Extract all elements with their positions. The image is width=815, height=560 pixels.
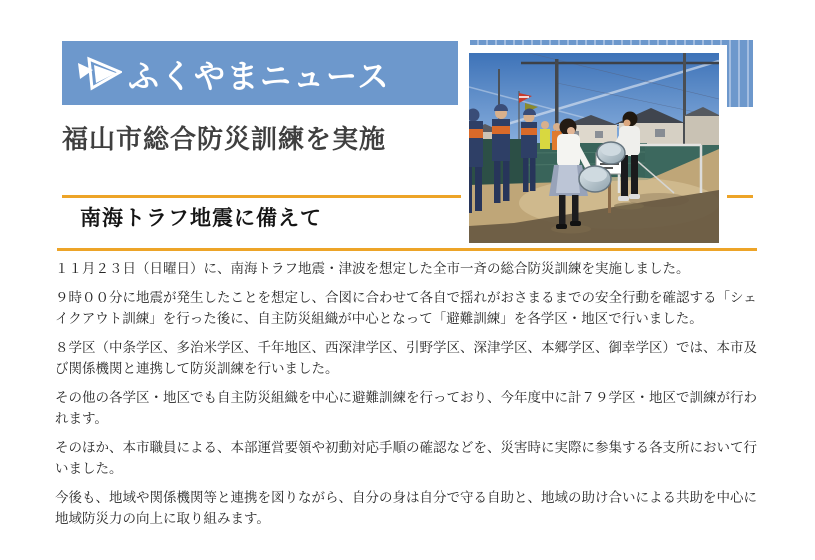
paragraph: １１月２３日（日曜日）に、南海トラフ地震・津波を想定した全市一斉の総合防災訓練を実施しました。 xyxy=(55,261,690,276)
paragraph: ９時００分に地震が発生したことを想定し、合図に合わせて各自で揺れがおさまるまでの安全行動を確認する「シェイクアウト訓練」を行った後に、自主防災組織が中心となって「避難訓練」を各学区・地区で行いました。 xyxy=(55,290,757,326)
paragraph: 今後も、地域や関係機関等と連携を図りながら、自分の身は自分で守る自助と、地域の助け合いによる共助を中心に地域防災力の向上に取り組みます。 xyxy=(55,490,757,526)
fukuyama-news-logo-icon xyxy=(76,53,122,93)
site-title: ふくやまニュース xyxy=(128,57,391,95)
site-banner xyxy=(62,41,458,105)
paragraph: その他の各学区・地区でも自主防災組織を中心に避難訓練を行っており、今年度中に計７９学区・地区で訓練が行われます。 xyxy=(55,390,757,426)
article-body xyxy=(55,258,763,537)
paragraph: ８学区（中条学区、多治米学区、千年地区、西深津学区、引野学区、深津学区、本郷学区、御幸学区）では、本市及び関係機関と連携して防災訓練を行いました。 xyxy=(55,340,757,376)
page-title: 福山市総合防災訓練を実施 xyxy=(62,124,387,154)
drill-photo-illustration xyxy=(469,53,719,243)
article-subheading: 南海トラフ地震に備えて xyxy=(80,207,322,230)
paragraph: そのほか、本市職員による、本部運営要領や初動対応手順の確認などを、災害時に実際に参集する各支所において行いました。 xyxy=(55,440,757,476)
divider-bottom xyxy=(57,248,757,251)
article-photo xyxy=(461,45,727,248)
